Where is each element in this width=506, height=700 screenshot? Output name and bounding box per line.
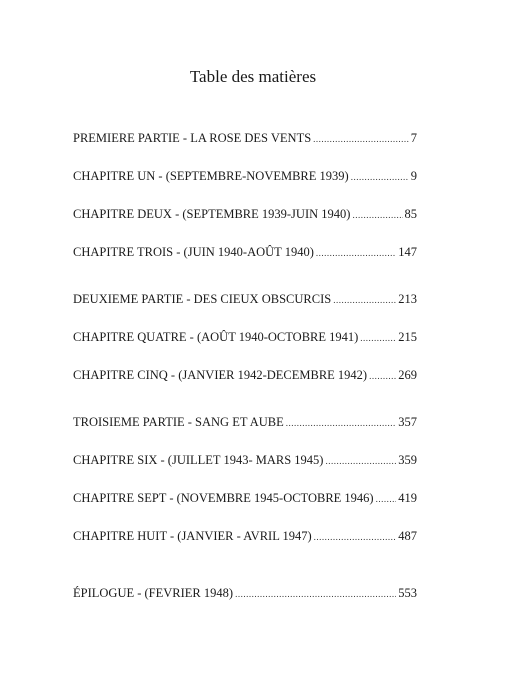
toc-leader-dots [316, 244, 396, 262]
toc-entry-label: CHAPITRE SIX - (JUILLET 1943- MARS 1945) [73, 453, 324, 467]
toc-title: Table des matières [189, 67, 317, 86]
toc-leader-dots [313, 130, 409, 148]
toc-entry-page: 419 [398, 491, 417, 505]
toc-entry-page: 357 [398, 415, 417, 429]
toc-entry[interactable] [73, 489, 417, 507]
toc-leader-dots [369, 367, 396, 385]
toc-entry-page: 7 [410, 131, 417, 145]
toc-entry-label: CHAPITRE HUIT - (JANVIER - AVRIL 1947) [73, 529, 312, 543]
toc-entry-page: 487 [398, 529, 417, 543]
toc-leader-dots [235, 585, 396, 603]
toc-entry-page: 269 [398, 368, 417, 382]
toc-leader-dots [376, 490, 397, 508]
toc-leader-dots [352, 206, 402, 224]
toc-entry[interactable] [73, 527, 417, 545]
toc-leader-dots [333, 291, 396, 309]
toc-entry-label: ÉPILOGUE - (FEVRIER 1948) [73, 586, 234, 600]
toc-entry-page: 147 [398, 245, 417, 259]
toc-entry[interactable] [73, 451, 417, 469]
toc-entry-label: CHAPITRE TROIS - (JUIN 1940-AOÛT 1940) [73, 245, 314, 259]
toc-entry[interactable] [73, 129, 417, 147]
toc-entry[interactable] [73, 584, 417, 602]
toc-entry-page: 9 [410, 169, 417, 183]
toc-entry[interactable] [73, 328, 417, 346]
toc-entry-label: CHAPITRE QUATRE - (AOÛT 1940-OCTOBRE 1941) [73, 330, 359, 344]
toc-entry[interactable] [73, 290, 417, 308]
toc-entry-label: CHAPITRE CINQ - (JANVIER 1942-DECEMBRE 1942) [73, 368, 368, 382]
toc-entry[interactable] [73, 243, 417, 261]
toc-entry-label: TROISIEME PARTIE - SANG ET AUBE [73, 415, 284, 429]
toc-entry-label: CHAPITRE UN - (SEPTEMBRE-NOVEMBRE 1939) [73, 169, 349, 183]
toc-entry-label: PREMIERE PARTIE - LA ROSE DES VENTS [73, 131, 312, 145]
toc-entry-label: CHAPITRE DEUX - (SEPTEMBRE 1939-JUIN 1940) [73, 207, 351, 221]
toc-entry-page: 359 [398, 453, 417, 467]
toc-entry-label: CHAPITRE SEPT - (NOVEMBRE 1945-OCTOBRE 1946) [73, 491, 374, 505]
toc-entry-page: 215 [398, 330, 417, 344]
toc-entry-page: 213 [398, 292, 417, 306]
toc-entry-page: 85 [404, 207, 417, 221]
toc-leader-dots [360, 329, 396, 347]
toc-leader-dots [351, 168, 409, 186]
toc-entry[interactable] [73, 413, 417, 431]
toc-leader-dots [314, 528, 397, 546]
toc-leader-dots [286, 414, 397, 432]
toc-entry[interactable] [73, 366, 417, 384]
toc-entry[interactable] [73, 205, 417, 223]
toc-entry-page: 553 [398, 586, 417, 600]
toc-leader-dots [325, 452, 396, 470]
toc-entry[interactable] [73, 167, 417, 185]
toc-entry-label: DEUXIEME PARTIE - DES CIEUX OBSCURCIS [73, 292, 332, 306]
